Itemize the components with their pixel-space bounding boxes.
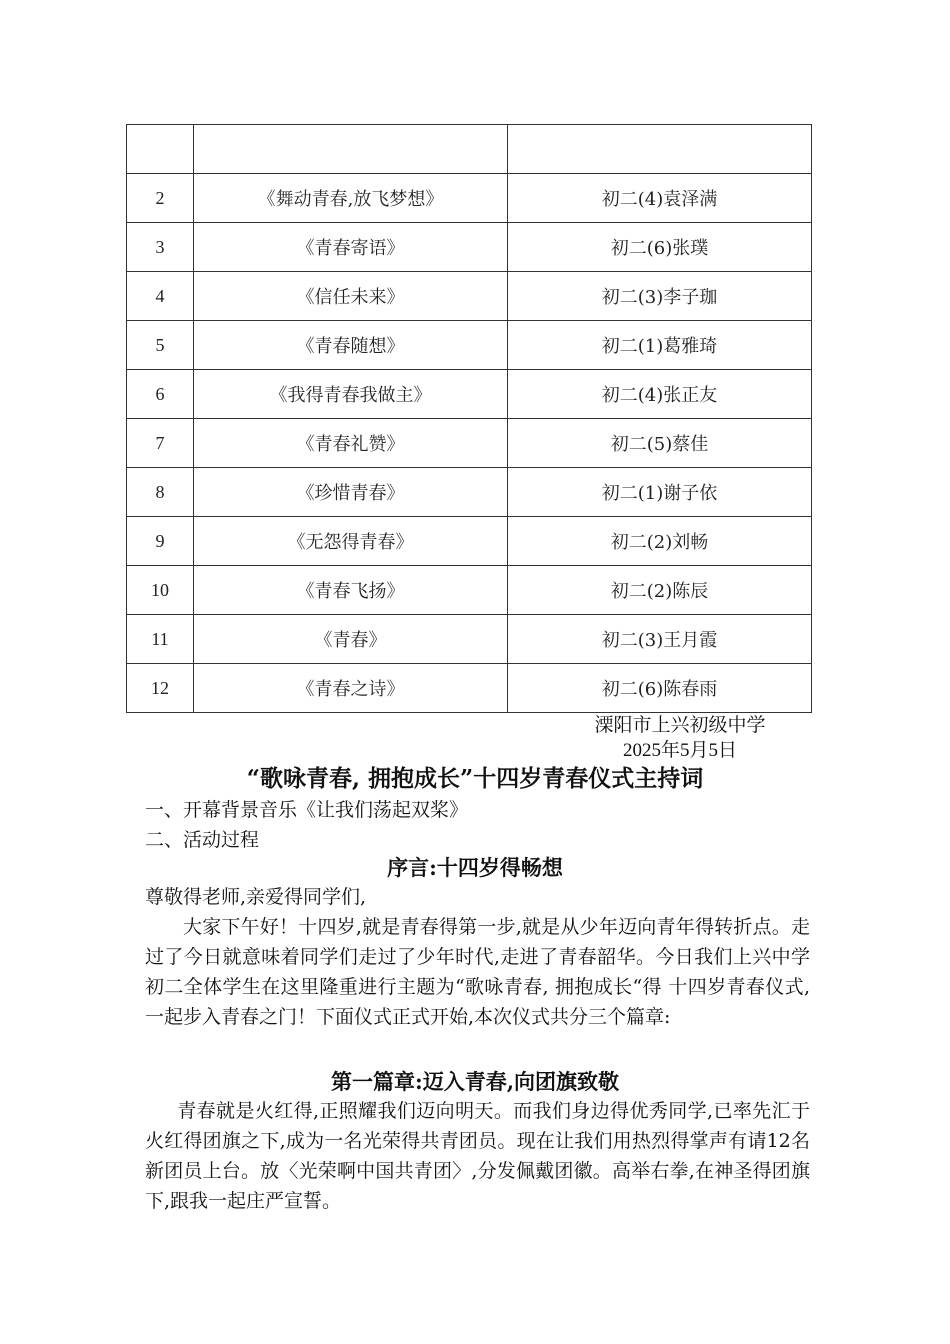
row-number: 6 <box>127 370 194 419</box>
performer: 初二(4)张正友 <box>508 370 812 419</box>
row-number: 8 <box>127 468 194 517</box>
performer: 初二(2)陈辰 <box>508 566 812 615</box>
row-number: 2 <box>127 174 194 223</box>
table-row <box>127 419 812 468</box>
row-number: 12 <box>127 664 194 713</box>
row-number: 10 <box>127 566 194 615</box>
performer: 初二(3)李子珈 <box>508 272 812 321</box>
table-row <box>127 468 812 517</box>
row-number: 3 <box>127 223 194 272</box>
performer: 初二(1)谢子依 <box>508 468 812 517</box>
greeting-text: 尊敬得老师,亲爱得同学们, <box>145 886 367 908</box>
program-title <box>194 125 508 174</box>
table-row <box>127 566 812 615</box>
program-title: 《信任未来》 <box>194 272 508 321</box>
preface-paragraph: 大家下午好！十四岁,就是青春得第一步,就是从少年迈向青年得转折点。走过了今日就意味着同学们走过了少年时代,走进了青春韶华。今日我们上兴中学初二全体学生在这里隆重进行主题为“歌咏青春, 拥抱成长“得 十四岁青春仪式,一起步入青春之门！下面仪式正式开始,本次仪式共分三个篇章: <box>145 916 810 1028</box>
performer: 初二(2)刘畅 <box>508 517 812 566</box>
program-title: 《我得青春我做主》 <box>194 370 508 419</box>
program-title: 《青春寄语》 <box>194 223 508 272</box>
performer: 初二(6)陈春雨 <box>508 664 812 713</box>
program-title: 《青春之诗》 <box>194 664 508 713</box>
table-row <box>127 321 812 370</box>
row-number <box>127 125 194 174</box>
program-title: 《青春》 <box>194 615 508 664</box>
row-number: 4 <box>127 272 194 321</box>
table-row <box>127 223 812 272</box>
table-row <box>127 615 812 664</box>
row-number: 11 <box>127 615 194 664</box>
table-row <box>127 370 812 419</box>
performer: 初二(4)袁泽满 <box>508 174 812 223</box>
signature-date: 2025年5月5日 <box>622 740 737 761</box>
performer <box>508 125 812 174</box>
performer: 初二(6)张璞 <box>508 223 812 272</box>
table-row <box>127 664 812 713</box>
row-number: 7 <box>127 419 194 468</box>
table-row <box>127 125 812 174</box>
program-title: 《青春飞扬》 <box>194 566 508 615</box>
agenda-item-activity: 二、活动过程 <box>145 829 260 851</box>
program-title: 《舞动青春,放飞梦想》 <box>194 174 508 223</box>
performer: 初二(5)蔡佳 <box>508 419 812 468</box>
performer: 初二(3)王月霞 <box>508 615 812 664</box>
program-title: 《青春随想》 <box>194 321 508 370</box>
program-title: 《珍惜青春》 <box>194 468 508 517</box>
program-table <box>126 124 812 713</box>
program-title: 《无怨得青春》 <box>194 517 508 566</box>
document-title: “歌咏青春, 拥抱成长”十四岁青春仪式主持词 <box>246 765 704 792</box>
table-row <box>127 174 812 223</box>
signature-school: 溧阳市上兴初级中学 <box>594 715 766 736</box>
row-number: 5 <box>127 321 194 370</box>
table-row <box>127 517 812 566</box>
performer: 初二(1)葛雅琦 <box>508 321 812 370</box>
program-title: 《青春礼赞》 <box>194 419 508 468</box>
agenda-item-opening-music: 一、开幕背景音乐《让我们荡起双桨》 <box>145 799 469 821</box>
chapter-one-paragraph: 青春就是火红得,正照耀我们迈向明天。而我们身边得优秀同学,已率先汇于火红得团旗之下,成为一名光荣得共青团员。现在让我们用热烈得掌声有请12名新团员上台。放〈光荣啊中国共青团〉,分发佩戴团徽。高举右拳,在神圣得团旗下,跟我一起庄严宣誓。 <box>145 1100 810 1212</box>
row-number: 9 <box>127 517 194 566</box>
chapter-one-heading: 第一篇章:迈入青春,向团旗致敬 <box>330 1069 620 1094</box>
table-row <box>127 272 812 321</box>
preface-heading: 序言:十四岁得畅想 <box>387 855 563 880</box>
